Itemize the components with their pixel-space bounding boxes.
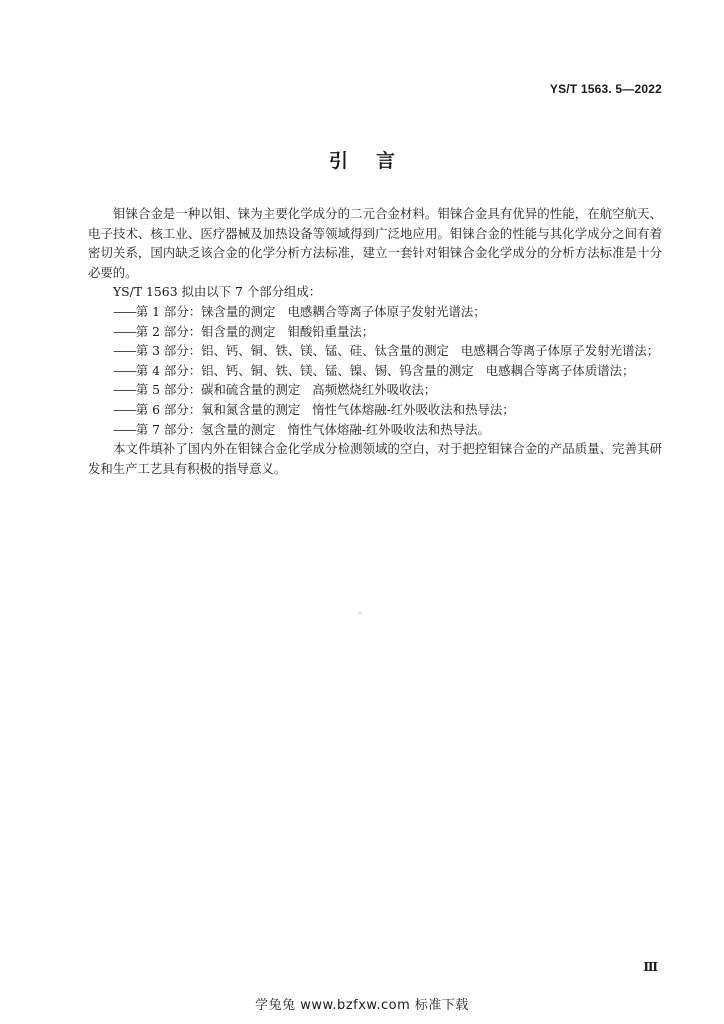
dash: —— (113, 401, 136, 417)
dash: —— (113, 303, 136, 319)
part-method: 电感耦合等离子体原子发射光谱法； (460, 343, 660, 359)
footer-watermark: 学兔兔 www.bzfxw.com 标准下载 (255, 998, 469, 1013)
dash: —— (113, 362, 136, 378)
parts-intro: YS/T 1563 拟由以下 7 个部分组成： (113, 284, 322, 300)
part-item-5 (88, 380, 662, 400)
scan-speck (359, 612, 361, 613)
closing-paragraph: 本文件填补了国内外在钼铼合金化学成分检测领域的空白，对于把控钼铼合金的产品质量、完善其研发和生产工艺具有积极的指导意义。 (88, 441, 662, 476)
foreword-body (88, 204, 662, 478)
part-label: 第 1 部分：铼含量的测定 (135, 303, 276, 319)
dash: —— (113, 421, 136, 437)
part-method: 高频燃烧红外吸收法； (312, 382, 437, 398)
part-label: 第 3 部分：铝、钙、铜、铁、镁、锰、硅、钛含量的测定 (135, 343, 449, 359)
dash: —— (113, 343, 136, 359)
dash: —— (113, 382, 136, 398)
part-item-2 (88, 322, 662, 342)
dash: —— (113, 323, 136, 339)
part-method: 电感耦合等离子体质谱法； (485, 362, 635, 378)
part-label: 第 6 部分：氧和氮含量的测定 (135, 401, 301, 417)
part-method: 惰性气体熔融-红外吸收法和热导法； (312, 401, 515, 417)
part-label: 第 5 部分：碳和硫含量的测定 (135, 382, 301, 398)
part-label: 第 7 部分：氢含量的测定 (135, 421, 276, 437)
part-item-1 (88, 302, 662, 322)
part-item-4 (88, 361, 662, 381)
page-number: Ⅲ (643, 960, 658, 974)
standard-code: YS/T 1563. 5—2022 (549, 82, 662, 96)
part-method: 钼酸铅重量法； (287, 323, 375, 339)
page-title: 引言 (328, 150, 423, 172)
part-item-7 (88, 420, 662, 440)
part-item-6 (88, 400, 662, 420)
part-method: 电感耦合等离子体原子发射光谱法； (287, 303, 486, 319)
part-method: 惰性气体熔融-红外吸收法和热导法。 (287, 421, 490, 437)
part-label: 第 2 部分：钼含量的测定 (135, 323, 276, 339)
part-label: 第 4 部分：铝、钙、铜、铁、镁、锰、镍、锡、钨含量的测定 (135, 362, 474, 378)
intro-paragraph: 钼铼合金是一种以钼、铼为主要化学成分的二元合金材料。钼铼合金具有优异的性能，在航空航天、电子技术、核工业、医疗器械及加热设备等领域得到广泛地应用。钼铼合金的性能与其化学成分之间有着密切关系，国内缺乏该合金的化学分析方法标准，建立一套针对钼铼合金化学成分的分析方法标准是十分必要的。 (88, 206, 662, 280)
part-item-3 (88, 341, 662, 361)
